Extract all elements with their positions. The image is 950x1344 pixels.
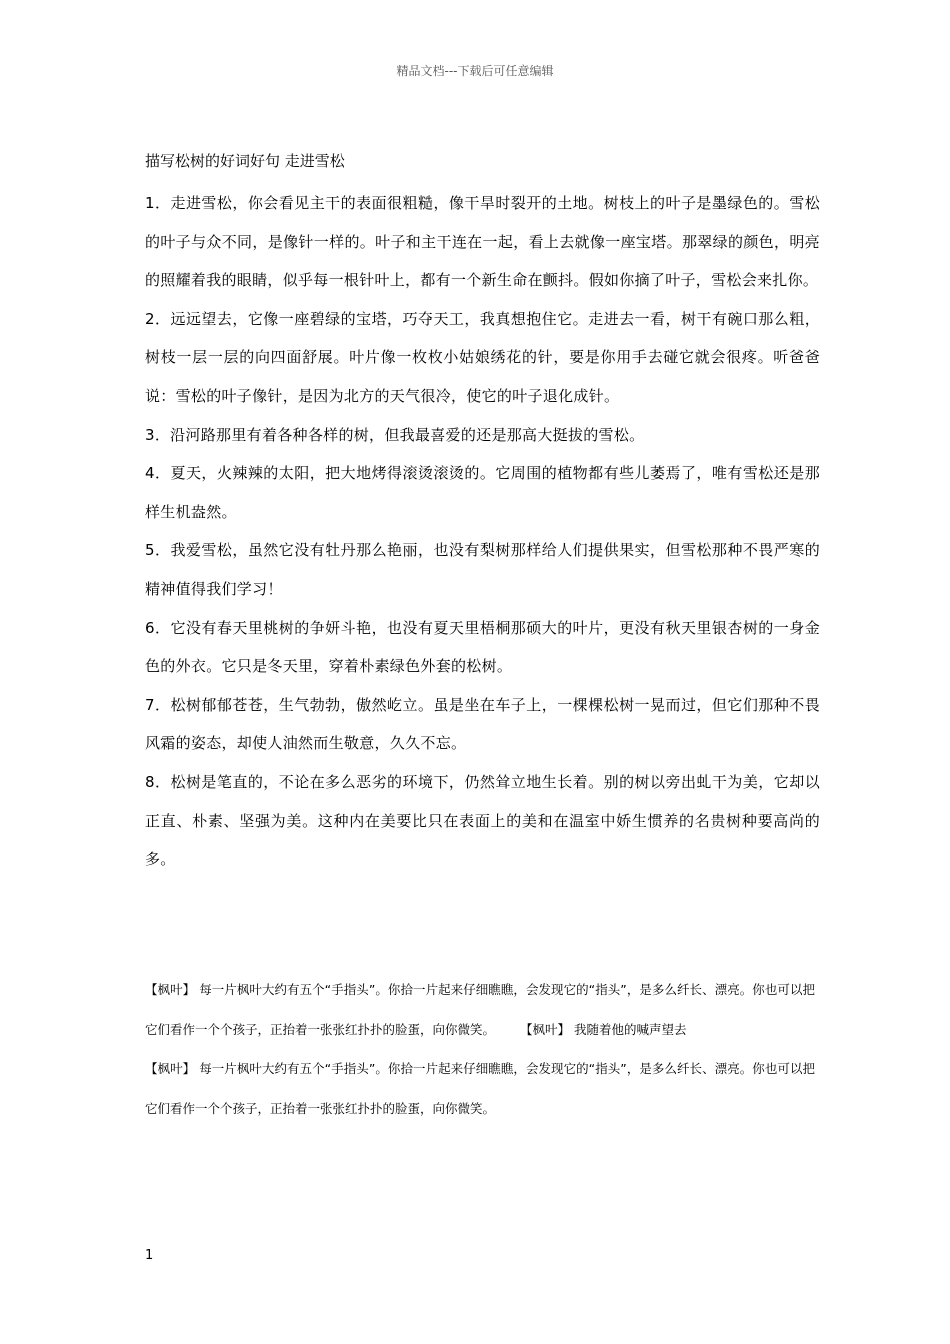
maple-leaf-paragraph-2: 【枫叶】 每一片枫叶大约有五个“手指头”。你拾一片起来仔细瞧瞧，会发现它的“指头”，是多么纤长、漂亮。你也可以把它们看作一个个孩子，正抬着一张张红扑扑的脸蛋，向你微笑。 <box>145 1061 815 1116</box>
paragraph-1: 1．走进雪松，你会看见主干的表面很粗糙，像干旱时裂开的土地。树枝上的叶子是墨绿色的。雪松的叶子与众不同，是像针一样的。叶子和主干连在一起，看上去就像一座宝塔。那翠绿的颜色，明亮的照耀着我的眼睛，似乎每一根针叶上，都有一个新生命在颤抖。假如你摘了叶子，雪松会来扎你。 <box>145 194 820 290</box>
document-title: 描写松树的好词好句 走进雪松 <box>145 152 345 170</box>
paragraph-6: 6．它没有春天里桃树的争妍斗艳，也没有夏天里梧桐那硕大的叶片，更没有秋天里银杏树的一身金色的外衣。它只是冬天里，穿着朴素绿色外套的松树。 <box>145 618 820 676</box>
paragraph-3: 3．沿河路那里有着各种各样的树，但我最喜爱的还是那高大挺拔的雪松。 <box>145 425 645 444</box>
paragraph-7: 7．松树郁郁苍苍，生气勃勃，傲然屹立。虽是坐在车子上，一棵棵松树一晃而过，但它们那种不畏风霜的姿态，却使人油然而生敬意，久久不忘。 <box>145 695 820 753</box>
document-body <box>145 184 820 879</box>
paragraph-8: 8．松树是笔直的，不论在多么恶劣的环境下，仍然耸立地生长着。别的树以旁出虬干为美，它却以正直、朴素、坚强为美。这种内在美要比只在表面上的美和在温室中娇生惯养的名贵树种要高尚的多。 <box>145 772 820 869</box>
maple-leaf-paragraph-1: 【枫叶】 每一片枫叶大约有五个“手指头”。你拾一片起来仔细瞧瞧，会发现它的“指头”，是多么纤长、漂亮。你也可以把它们看作一个个孩子，正抬着一张张红扑扑的脸蛋，向你微笑。 【枫叶】 我随着他的喊声望去 <box>145 982 815 1037</box>
maple-leaf-section <box>145 970 815 1128</box>
page-number: 1 <box>145 1248 154 1263</box>
paragraph-2: 2．远远望去，它像一座碧绿的宝塔，巧夺天工，我真想抱住它。走进去一看，树干有碗口那么粗，树枝一层一层的向四面舒展。叶片像一枚枚小姑娘绣花的针，要是你用手去碰它就会很疼。听爸爸说：雪松的叶子像针，是因为北方的天气很冷，使它的叶子退化成针。 <box>145 309 820 405</box>
paragraph-5: 5．我爱雪松，虽然它没有牡丹那么艳丽，也没有梨树那样给人们提供果实，但雪松那种不畏严寒的精神值得我们学习！ <box>145 541 820 598</box>
page-header: 精品文档---下载后可任意编辑 <box>396 64 554 78</box>
paragraph-4: 4．夏天，火辣辣的太阳，把大地烤得滚烫滚烫的。它周围的植物都有些儿萎焉了，唯有雪松还是那样生机盎然。 <box>145 464 820 521</box>
